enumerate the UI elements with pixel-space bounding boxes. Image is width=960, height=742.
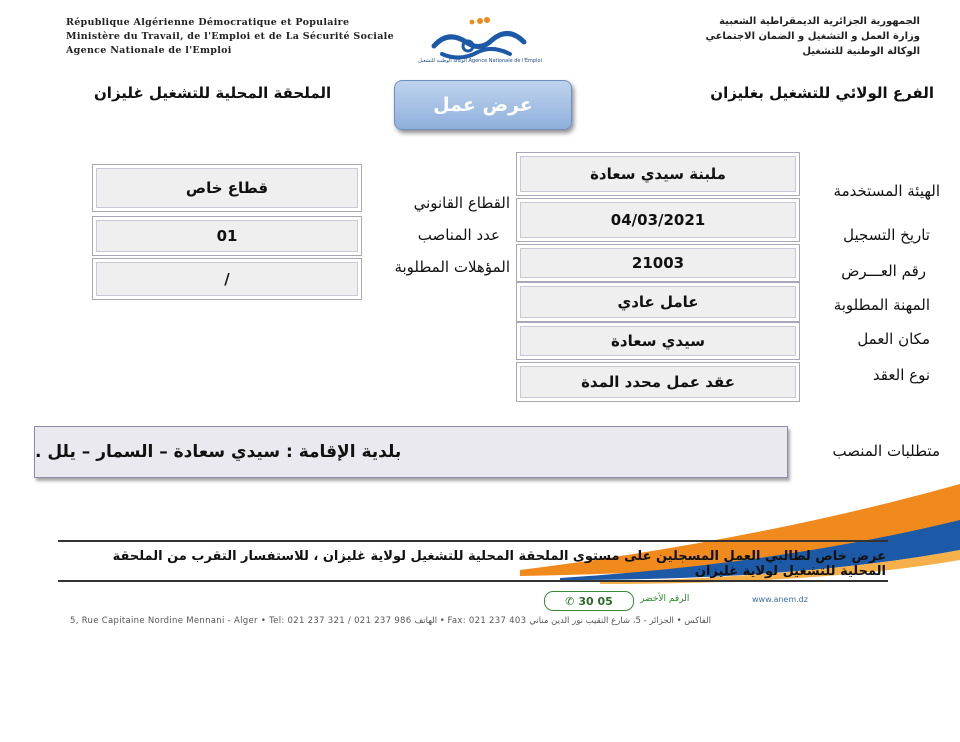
positions-label: عدد المناصب [417, 226, 500, 244]
job-offer-title: عرض عمل [394, 80, 572, 130]
workplace-label: مكان العمل [857, 330, 930, 348]
job-label: المهنة المطلوبة [833, 296, 930, 314]
contract-label: نوع العقد [872, 366, 930, 384]
anem-logo-icon [420, 12, 540, 76]
date-value: 04/03/2021 [516, 198, 800, 242]
positions-value: 01 [92, 216, 362, 256]
sector-value: قطاع خاص [92, 164, 362, 212]
employer-value: ملبنة سيدي سعادة [516, 152, 800, 196]
phone-icon: ✆ [565, 594, 575, 608]
date-label: تاريخ التسجيل [843, 226, 930, 244]
footer-notice: عرض خاص لطالبي العمل المسجلين على مستوى الملحقة المحلية للتشغيل لولاية غليزان ، للاستفسار التقرب من الملحقة المحلية للتشغيل لولاية غليزان [112, 549, 886, 579]
sector-label: القطاع القانوني [413, 194, 510, 212]
employer-label: الهيئة المستخدمة [833, 182, 940, 200]
offer-number-label: رقم العـــرض [841, 262, 926, 280]
header-french [66, 16, 426, 58]
branch-left: الملحقة المحلية للتشغيل غليزان [94, 84, 332, 102]
header-ar-line-1: الجمهورية الجزائرية الديمقراطية الشعبية [719, 16, 920, 27]
qualifications-value: / [92, 258, 362, 300]
footer-divider-top [58, 540, 888, 542]
workplace-value: سيدي سعادة [516, 322, 800, 360]
requirements-label: متطلبات المنصب [832, 442, 940, 460]
header-fr-line-2: Ministère du Travail, de l'Emploi et de La Sécurité Sociale [66, 31, 394, 42]
offer-number-value: 21003 [516, 244, 800, 282]
logo-caption: الوكالة الوطنية للتشغيل Agence Nationale de l'Emploi [418, 58, 542, 64]
job-value: عامل عادي [516, 282, 800, 322]
header-ar-line-2: وزارة العمل و التشغيل و الضمان الاجتماعي [705, 31, 920, 42]
green-number: ✆ 30 05 [544, 591, 634, 611]
website[interactable]: www.anem.dz [752, 595, 808, 604]
green-number-label: الرقم الأخضر [640, 594, 690, 604]
branch-right: الفرع الولائي للتشغيل بغليزان [710, 84, 934, 102]
requirements-value: بلدية الإقامة : سيدي سعادة – السمار – يلل . [34, 426, 788, 478]
footer-address: 5, Rue Capitaine Nordine Mennani - Alger • Tel: 021 237 321 / 021 237 986 الهاتف • Fax: 021 237 403 الفاكس • الجزائر - 5، شارع النقيب نور الدين مناني [70, 616, 712, 626]
qualifications-label: المؤهلات المطلوبة [394, 258, 510, 276]
header-fr-line-1: République Algérienne Démocratique et Populaire [66, 17, 350, 28]
footer-divider-bottom [58, 580, 888, 582]
header-ar-line-3: الوكالة الوطنية للتشغيل [802, 46, 920, 57]
contract-value: عقد عمل محدد المدة [516, 362, 800, 402]
header-arabic [560, 14, 920, 59]
header-fr-line-3: Agence Nationale de l'Emploi [66, 45, 232, 56]
